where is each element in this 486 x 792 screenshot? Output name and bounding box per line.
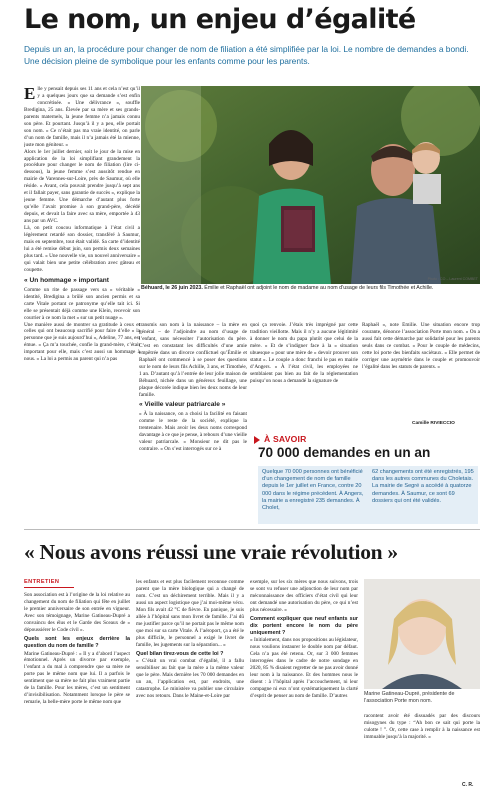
interview-answer: exemple, sur les six mères que nous suivons, trois se sont vu refuser une adjonction de leur nom par méconnaissance des officiers d’état civil qui leur ont demandé une autorisation du père, ce qui n’est plus nécessaire. » [250, 579, 358, 613]
arrow-icon [254, 436, 260, 444]
article-paragraph: transmis son nom à la naissance – la mère en général – de l’adjoindre au nom d’usage de l’enfant, sans nécessiter l’autorisation du père. C’est en constatant les difficultés d’une amie empêtrée dans un divorce conflictuel qu’Émilie et Raphaël ont commencé à se poser des questions sur le nom de leurs fils Achille, 3 ans, et Timothée, 1 an. D’autant qu’à l’entrée de leur jolie maison de Béhuard, nichée dans un généreux feuillage, une plaque décorée indique bien les deux noms de leur famille. [139, 322, 247, 398]
interview-question: Quel bilan tirez-vous de cette loi ? [136, 650, 224, 657]
headline: Le nom, un enjeu d’égalité [24, 4, 416, 35]
interview-column-4 [364, 713, 480, 783]
article-column-2 [139, 322, 247, 528]
drop-cap: E [24, 86, 36, 103]
photo-caption [141, 285, 480, 292]
interview-column-2 [136, 579, 244, 788]
article-paragraph: Raphaël », note Émilie. Une situation encore trop courante, dénonce l’association Porte mon nom. « On a aussi fait cette démarche par solidarité pour les parents seuls dans ce combat. » Pour le couple de médecins, cette loi porte des bienfaits sociétaux. « Elle permet de corriger une asymétrie dans le couple et promouvoir l’égalité dans les statuts de parents. » [362, 322, 480, 370]
interview-answer: « C’était un vrai combat d’égalité, il a fallu sensibiliser au fait que la mère a la même valeur que le père. Mais dernière les 70 000 demandes en un an, l’application est, par endroits, une catastrophe. Le ministère va publier une circulaire avec nos retours. Dans le Maine-et-Loire par [136, 658, 244, 700]
article-signature: Camille RIVIECCIO [412, 421, 455, 426]
tag-underline [24, 587, 74, 588]
portrait-caption: Marine Gatineau-Dupré, présidente de l’association Porte mon nom. [364, 691, 455, 704]
portrait-image [364, 579, 480, 689]
article-column-3 [250, 322, 358, 430]
article-column-4 [362, 322, 480, 430]
photo-credit: Photo : CO – Laurent COMBET [427, 277, 478, 281]
interview-column-3 [250, 579, 358, 788]
interview-author: C. R. [462, 782, 474, 788]
article-paragraph: lle y pensait depuis ses 11 ans et cela n’est qu’il y a quelques jours que sa demande s’est enfin concrétisée. « Une délivrance », souffle Bredigina, 25 ans. Élevée par sa mère et ses grands-parents maternels, la jeune femme n’a jamais connu son père. Et pourtant. Jusqu’à il y a peu, elle portait son nom. « Ce n’était pas ma vraie identité, on parle d’un nom de famille, mais il n’a jamais été la mienne, juste mon géniteur. » [24, 86, 140, 148]
family-photo [141, 86, 480, 284]
info-box-body [258, 466, 478, 524]
interview-answer: racontent avoir été dissuadés par des discours misogynes du type : “Ah bon ce sait qui porte la culotte ! ”. Or, cette case à remplir à la naissance est immuable jusqu’à la majorité. » [364, 713, 480, 740]
article-paragraph: « À la naissance, on a choisi la facilité en faisant comme le reste de la société, explique la trentenaire. Mais avoir les deux noms correspond davantage à ce que je pense, à rebours d’une vieille valeur patriarcale. » Monsieur ne dit pas le contraire. « On s’est interrogés sur ce à [139, 411, 247, 453]
interview-answer: « Initialement, dans nos propositions au législateur, nous voulions instaurer le double nom par défaut. Cela n’a pas été retenu. Or, sur 3 000 femmes interrogées dans le cadre de notre sondage en 2020, 85 % disaient regretter de ne pas avoir donné leur nom à la naissance. Et des hommes nous le disent : à l’hôpital après l’accouchement, ni leur compagne ni eux n’ont systématiquement la clarté d’esprit de penser au nom de famille. D’autres [250, 637, 358, 700]
article-paragraph: Une manière aussi de montrer sa gratitude à ceux et celles qui ont beaucoup sacrifié pour faire d’elle « la personne que je suis aujourd’hui », Adeline, 77 ans, est émue. « Ça m’a touchée, confie la grand-mère, c’était important pour elle, mais c’est aussi un hommage à nous. » La loi a permis au parent qui n’a pas [24, 321, 140, 363]
article-paragraph: Là, on petit coucou informatique à l’état civil a légèrement retardé son dossier, transféré à Saumur, mais en septembre, tout était validé. Sa carte d’identité lui a été remise début juin, son permis deux semaines plus tard. « Une nouvelle vie, un nouvel anniversaire » qui valait bien une petite célébration avec gâteau et coupette. [24, 225, 140, 273]
info-box-text-left: Quelque 70 000 personnes ont bénéficié d’un changement de nom de famille depuis le 1er juillet en France, contre 20 000 dans le régime précédent. À Angers, la mairie a enregistré 235 demandes. À Cholet, [262, 469, 364, 512]
interview-headline: « Nous avons réussi une vraie révolution » [24, 540, 398, 564]
lead-paragraph: Depuis un an, la procédure pour changer de nom de filiation a été simplifiée par la loi. Le nombre de demandes a bondi. Une décision pleine de symbolique pour les enfants comme pour les parents. [24, 44, 469, 66]
interview-question: Quels sont les enjeux derrière la question du nom de famille ? [24, 635, 130, 649]
info-box [250, 432, 480, 528]
subheading: « Un hommage » important [24, 276, 109, 284]
interview-intro: Son association est à l’origine de la loi relative au changement du nom de filiation qui fête en juillet le premier anniversaire de son entrée en vigueur. Avec son témoignage, Marine Gatineau-Dupré a convaincu des élus et le Garde des Sceaux de « dépoussiérer le Code civil ». [24, 592, 130, 633]
interview-answer: les enfants et est plus facilement reconnue comme parent que la mère biologique qui a changé de nom. C’est un déchirement terrible. Mais il y a aussi un aspect logistique que j’ai moi-même vécu. Mon fils avait 42 °C de fièvre. En panique, je suis allée à l’hôpital sans mon livret de famille. J’ai dû me justifier parce qu’il ne portait pas le même nom que moi sur sa carte Vitale. À l’aéroport, ça a été le plus difficile, le personnel a exigé le livret de famille, les jugements sur la séparation... » [136, 579, 244, 648]
interview-answer: Marine Gatineau-Dupré : « Il y a d’abord l’aspect émotionnel. Après un divorce par exemple, l’enfant a du mal à comprendre que sa mère ne porte pas le même nom que lui. Il a parfois le sentiment que sa mère ne fait plus vraiment partie de la famille. Pour les mères, c’est un sentiment d’invisibilisation. Notamment lorsque le père se remarie, la belle-mère porte le même nom que [24, 650, 130, 706]
caption-text: Émilie et Raphaël ont adjoint le nom de madame au nom d’usage de leurs fils Timothée et Achille. [202, 285, 434, 291]
article-paragraph: quoi ça renvoie. J’étais très imprégné par cette tradition vieillotte. Mais il n’y a aucune légitimité à donner le nom du papa plutôt que celui de la mère. » Et de s’indigner face à la « situation ubuesque » pour une mère de « devoir prouver son statut ». Le couple a donc franchi le pas en mairie d’Angers. « À l’état civil, les employées ne semblaient pas bien au fait de la réglementation puisqu’on nous a demandé la signature de [250, 322, 358, 384]
interview-column-1 [24, 592, 130, 788]
subheading: « Vieille valeur patriarcale » [139, 401, 226, 409]
info-box-headline: 70 000 demandes en un an [258, 445, 431, 460]
interview-tag: ENTRETIEN [24, 579, 60, 585]
caption-date: Béhuard, le 26 juin 2023. [141, 285, 203, 291]
family-photo-image [141, 86, 480, 284]
info-box-tag: À SAVOIR [264, 434, 307, 444]
portrait-photo [364, 579, 480, 689]
article-column-1 [24, 86, 140, 528]
interview-question: Comment expliquer que neuf enfants sur dix portent encore le nom du père uniquement ? [250, 615, 358, 636]
article-paragraph: Comme un rite de passage vers sa « véritable » identité, Bredigina a brûlé son ancien permis et sa carte Vitale portant ce patronyme qu’elle tait ici. Si elle se présentait déjà comme une Klein, recevoir son courrier à ce nom la met « sur un petit nuage ». [24, 286, 140, 321]
article-paragraph: Alors le 1er juillet dernier, soit le jour de la mise en application de la loi simplifiant grandement la procédure pour changer le nom de filiation (lire ci-dessous), la jeune femme s’est aussitôt rendue en mairie de Varennes-sur-Loire, près de Saumur, où elle réside. « Avant, cela pouvait prendre jusqu’à sept ans et il fallait payer, sans garantie de succès », explique la jeune femme. Une démarche d’autant plus forte qu’elle l’avait promise à son grand-père, décédé depuis, et devait la faire avec sa mère, emportée à 43 ans par un AVC. [24, 148, 140, 225]
info-box-text-right: 62 changements ont été enregistrés, 195 dans les autres communes du Choletais. La mairie de Segré a accédé à quatorze demandes. À Saumur, ce sont 69 dossiers qui ont été validés. [372, 469, 474, 504]
section-divider [24, 529, 480, 530]
